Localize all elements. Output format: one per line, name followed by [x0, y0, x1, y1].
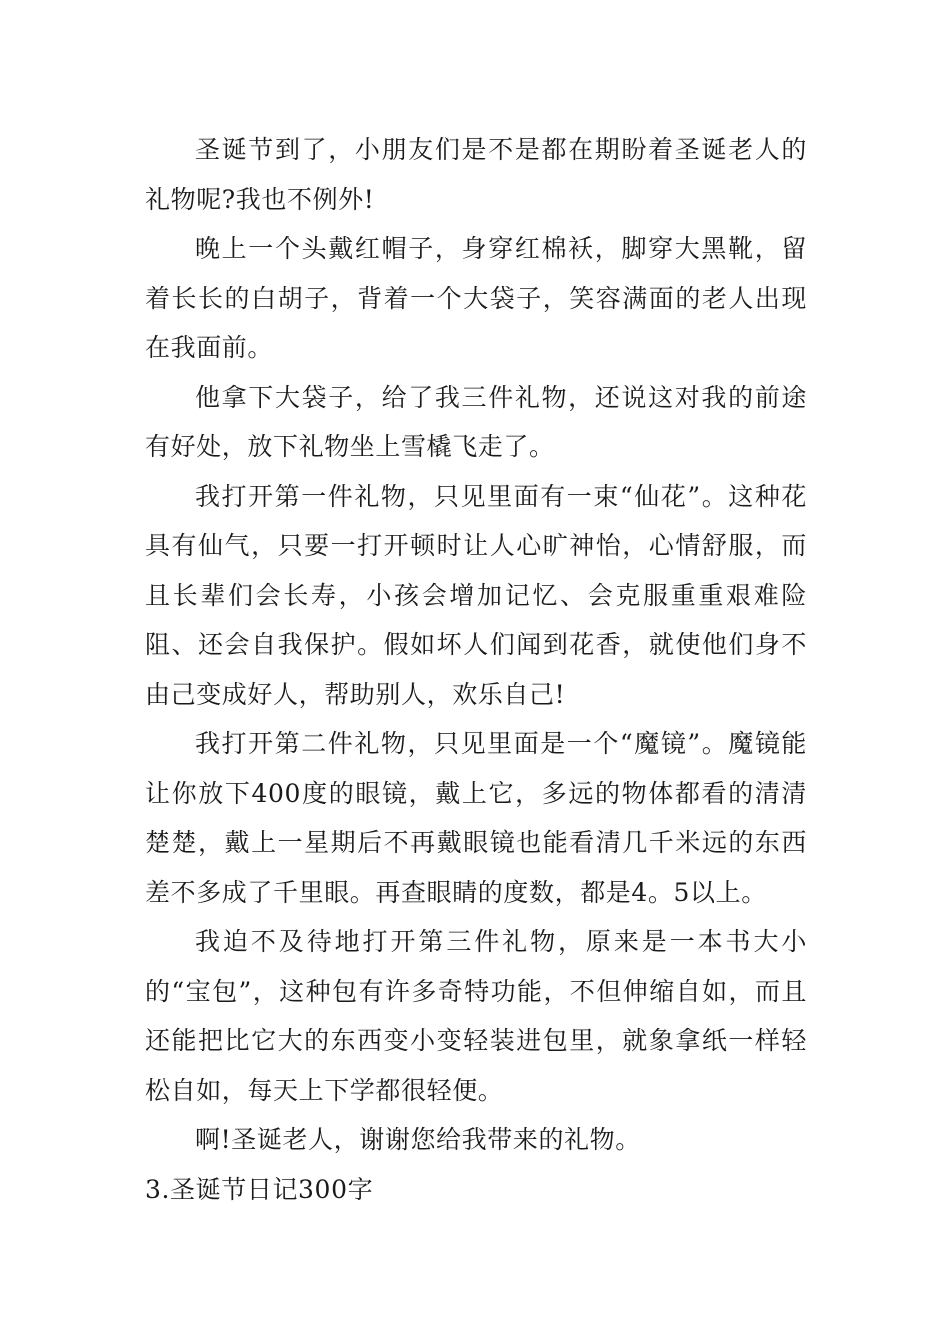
paragraph-7: 啊!圣诞老人，谢谢您给我带来的礼物。: [195, 1125, 641, 1154]
paragraph-3: 他拿下大袋子，给了我三件礼物，还说这对我的前途有好处，放下礼物坐上雪橇飞走了。: [145, 382, 807, 461]
paragraph-4: 我打开第一件礼物，只见里面有一束“仙花”。这种花具有仙气，只要一打开顿时让人心旷神怡，心情舒服，而且长辈们会长寿，小孩会增加记忆、会克服重重艰难险阻、还会自我保护。假如坏人们闻到花香，就使他们身不由己变成好人，帮助别人，欢乐自己!: [145, 481, 807, 709]
section-heading: 3.圣诞节日记300字: [145, 1174, 374, 1204]
paragraph-5: 我打开第二件礼物，只见里面是一个“魔镜”。魔镜能让你放下400度的眼镜，戴上它，多远的物体都看的清清楚楚，戴上一星期后不再戴眼镜也能看清几千米远的东西差不多成了千里眼。再查眼睛的度数，都是4。5以上。: [145, 729, 807, 907]
document-body: [145, 125, 807, 1214]
paragraph-1: 圣诞节到了，小朋友们是不是都在期盼着圣诞老人的礼物呢?我也不例外!: [145, 135, 807, 214]
paragraph-6: 我迫不及待地打开第三件礼物，原来是一本书大小的“宝包”，这种包有许多奇特功能，不但伸缩自如，而且还能把比它大的东西变小变轻装进包里，就象拿纸一样轻松自如，每天上下学都很轻便。: [145, 927, 807, 1105]
paragraph-2: 晚上一个头戴红帽子，身穿红棉袄，脚穿大黑靴，留着长长的白胡子，背着一个大袋子，笑容满面的老人出现在我面前。: [145, 234, 807, 362]
